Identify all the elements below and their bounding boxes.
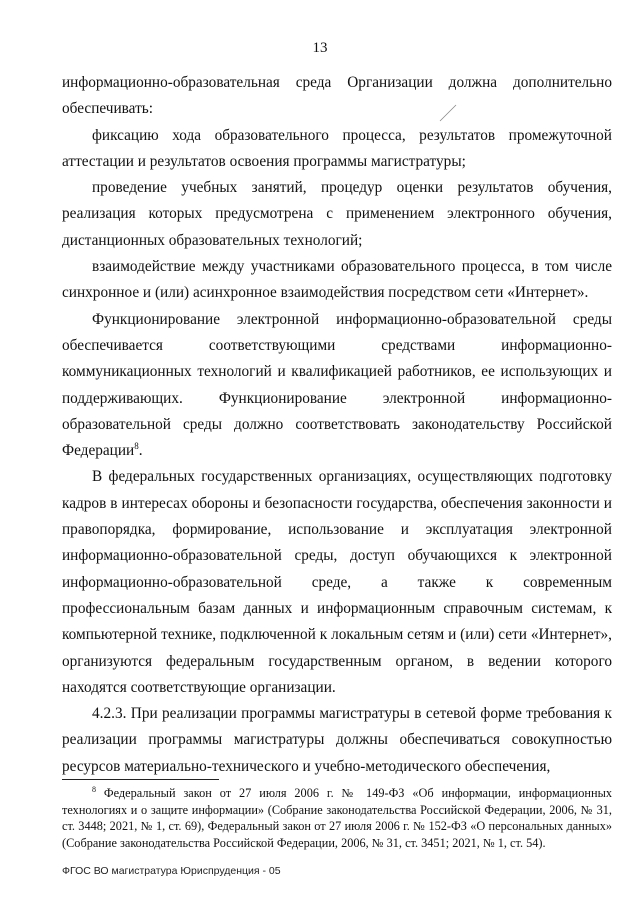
footnotes <box>62 785 612 851</box>
paragraph-list-item-3: взаимодействие между участниками образовательного процесса, в том числе синхронное и (или) асинхронное взаимодействия посредством сети «Интернет». <box>62 258 612 302</box>
footnote-separator <box>62 779 219 780</box>
paragraph-list-item-2: проведение учебных занятий, процедур оценки результатов обучения, реализация которых предусмотрена с применением электронного обучения, дистанционных образовательных технологий; <box>62 179 612 249</box>
paragraph-list-item-1: фиксацию хода образовательного процесса, результатов промежуточной аттестации и результатов освоения программы магистратуры; <box>62 126 612 170</box>
footnote-8 <box>62 785 612 851</box>
paragraph-intro: информационно-образовательная среда Организации должна дополнительно обеспечивать: <box>62 74 612 118</box>
paragraph-network-form: 4.2.3. При реализации программы магистратуры в сетевой форме требования к реализации программы магистратуры должны обеспечиваться совокупностью ресурсов материально-технического и учебно-методического обеспечения, <box>62 705 612 775</box>
paragraph-functioning <box>62 307 612 465</box>
document-footer: ФГОС ВО магистратура Юриспруденция - 05 <box>62 865 281 877</box>
paragraph-functioning-text: Функционирование электронной информационно-образовательной среды обеспечивается соответствующими средствами информационно-коммуникационных технологий и квалификацией работников, ее использующих и поддерживающих. Функционирование электронной информационно-образовательной среды должно соответствовать законодательству Российской Федерации <box>62 310 612 460</box>
footnote-text: Федеральный закон от 27 июля 2006 г. № 149-ФЗ «Об информации, информационных технологиях и о защите информации» (Собрание законодательства Российской Федерации, 2006, № 31, ст. 3448; 2021, № 1, ст. 69), Федеральный закон от 27 июля 2006 г. № 152-ФЗ «О персональных данных» (Собрание законодательства Российской Федерации, 2006, № 31, ст. 3451; 2021, № 1, ст. 54). <box>62 786 612 850</box>
paragraph-functioning-end: . <box>138 442 143 460</box>
footnote-marker: 8 <box>92 784 96 794</box>
page-number: 13 <box>312 40 328 56</box>
body-text <box>62 70 612 780</box>
paragraph-federal-organizations: В федеральных государственных организациях, осуществляющих подготовку кадров в интересах обороны и безопасности государства, обеспечения законности и правопорядка, формирование, использование и эксплуатация электронной информационно-образовательной среды, доступ обучающихся к электронной информационно-образовательной среде, а также к современным профессиональным базам данных и информационным справочным системам, к компьютерной технике, подключенной к локальным сетям и (или) сети «Интернет», организуются федеральным государственным органом, в ведении которого находятся соответствующие организации. <box>62 468 612 696</box>
footnote-reference[interactable]: 8 <box>134 441 139 452</box>
